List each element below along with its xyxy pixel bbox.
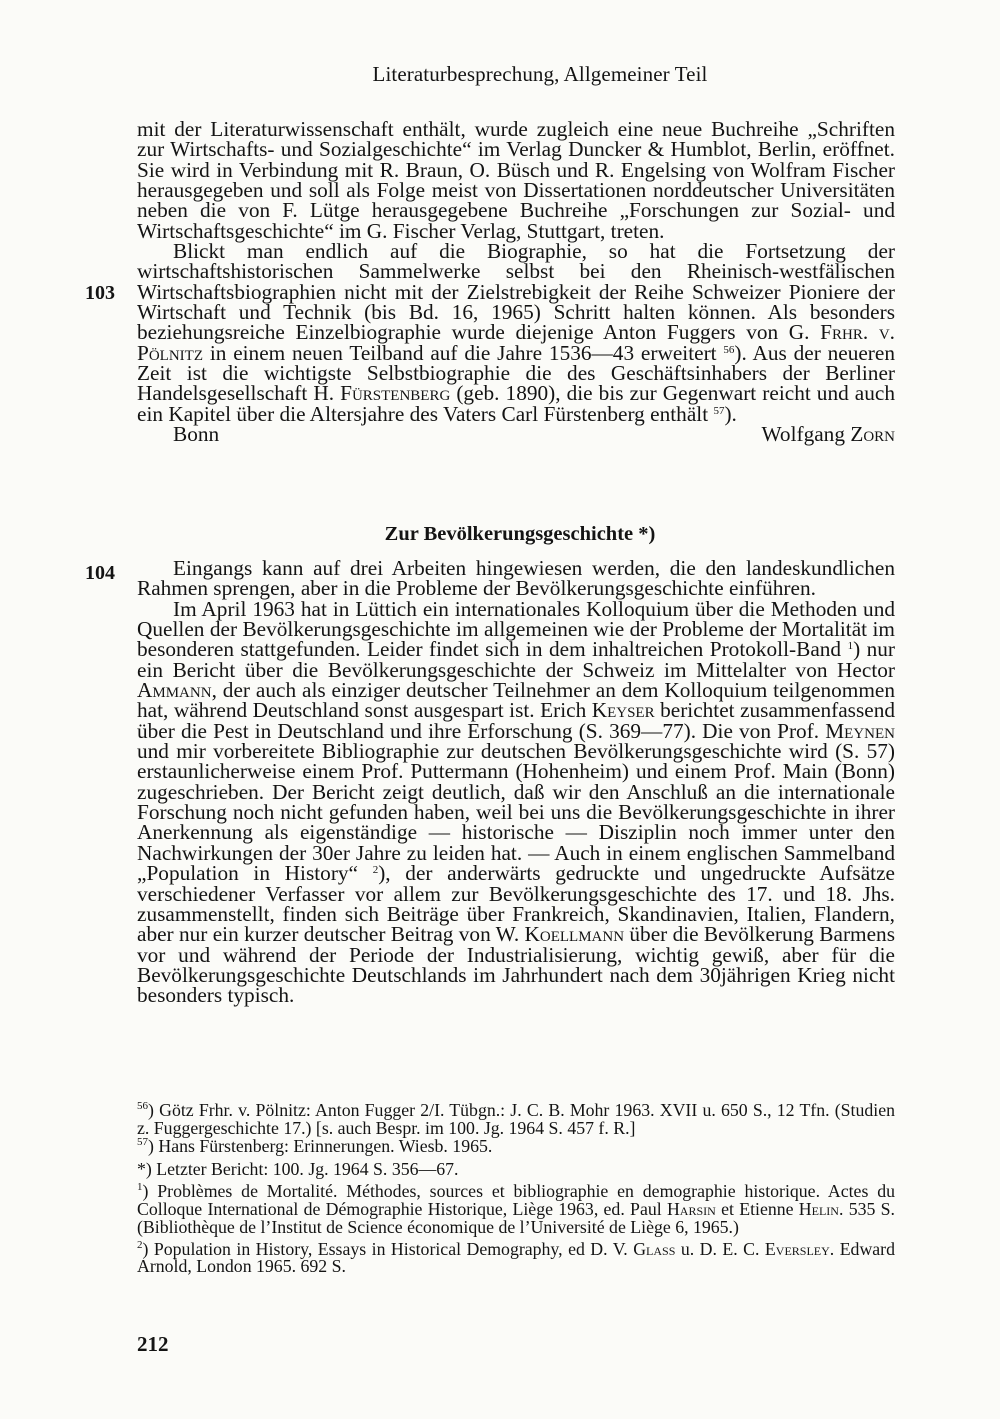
section-heading: Zur Bevölkerungsgeschichte *) xyxy=(384,523,656,545)
footnote-star: *) Letzter Bericht: 100. Jg. 1964 S. 356—67. xyxy=(137,1159,459,1180)
footnote-1: $^1$) Problèmes de Mortalité. Méthodes, sources et bibliographie en demographie historique. Actes du Colloque International de Démographie Historique, Liège 1963, ed. Paul Harsin et Etienne Helin. 535 S. (Bibliothèque de l’Institut de Science économique de l’Université de Liège 6, 1965.) xyxy=(137,1181,895,1237)
running-title: Literaturbesprechung, Allgemeiner Teil xyxy=(372,62,708,86)
review-section-1 xyxy=(137,119,895,445)
author-name: Fürstenberg xyxy=(340,381,451,406)
margin-number-104: 104 xyxy=(85,562,115,584)
paragraph-104: Eingangs kann auf drei Arbeiten hingewiesen werden, die den landeskundlichen Rahmen sprengen, aber in die Probleme der Bevölkerungsgeschichte einführen. xyxy=(137,556,895,601)
footnote-ref: 1 xyxy=(847,640,854,653)
author-name: Meynen xyxy=(825,718,895,743)
paragraph: mit der Literaturwissenschaft enthält, wurde zugleich eine neue Buchreihe „Schriften zur Wirtschafts- und Sozialgeschichte“ im Verlag Duncker & Humblot, Berlin, eröffnet. Sie wird in Verbindung mit R. Braun, O. Büsch und R. Engelsing von Wolfram Fischer herausgegeben und soll als Folge meist von Dissertationen norddeutscher Universitäten neben die von F. Lütge herausgegebene Buchreihe „Forschungen zur Sozial- und Wirtschaftsgeschichte“ im G. Fischer Verlag, Stuttgart, treten. xyxy=(137,117,895,243)
paragraph: Im April 1963 hat in Lüttich ein internationales Kolloquium über die Methoden und Quellen der Bevölkerungsgeschichte im allgemeinen wie der Probleme der Mortalität im besonderen stattgefunden. Leider findet sich in dem inhaltreichen Protokoll-Band $^1$) nur ein Bericht über die Bevölkerungsgeschichte der Schweiz im Mittelalter von Hector Ammann, der auch als einziger deutscher Teilnehmer an dem Kolloquium teilgenommen hat, während Deutschland sonst ausgespart ist. Erich Keyser berichtet zusammenfassend über die Pest in Deutschland und ihre Erforschung (S. 369—77). Die von Prof. Meynen und mir vorbereitete Bibliographie zur deutschen Bevölkerungsgeschichte wird (S. 57) erstaunlicherweise einem Prof. Puttermann (Hohenheim) und einem Prof. Main (Bonn) zugeschrieben. Der Bericht zeigt deutlich, daß wir den Anschluß an die internationale Forschung noch nicht gefunden haben, weil bei uns die Bevölkerungsgeschichte in ihrer Anerkennung als eigenständige — historische — Disziplin noch immer unter den Nachwirkungen der 30er Jahre zu leiden hat. — Auch in einem englischen Sammelband „Population in History“ $^2$), der anderwärts gedruckte und ungedruckte Aufsätze verschiedener Verfasser vor allem zur Bevölkerungsgeschichte des 17. und 18. Jhs. zusammenstellt, finden sich Beiträge über Frankreich, Skandinavien, Italien, Flandern, aber nur ein kurzer deutscher Beitrag von W. Koellmann über die Bevölkerung Barmens vor und während der Periode der Industrialisierung, wichtig gewiß, aber für die Bevölkerungsgeschichte Deutschlands im Jahrhundert nach dem 30jährigen Krieg nicht besonders typisch. xyxy=(137,596,896,1008)
signature-author: Wolfgang Zorn xyxy=(761,422,895,447)
footnote-ref: 2 xyxy=(372,864,379,877)
footnote-2: $^2$) Population in History, Essays in Historical Demography, ed D. V. Glass u. D. E. C. Eversley. Edward Arnold, London 1965. 692 S. xyxy=(137,1238,895,1277)
footnote-ref: 56 xyxy=(723,343,735,356)
author-name: Koellmann xyxy=(524,922,625,947)
footnotes xyxy=(137,1102,895,1276)
review-section-2 xyxy=(137,558,895,1006)
running-header xyxy=(0,62,1000,87)
signature-place: Bonn xyxy=(173,422,220,447)
paragraph-103: Blickt man endlich auf die Biographie, so hat die Fortsetzung der wirtschaftshistorischen Sammelwerke selbst bei den Rheinisch-westfälischen Wirtschaftsbiographien nicht mit der Zielstrebigkeit der Reihe Schweizer Pioniere der Wirtschaft und Technik (bis Bd. 16, 1965) Schritt halten können. Als besonders beziehungsreiche Einzelbiographie wurde diejenige Anton Fuggers von G. Frhr. v. Pölnitz in einem neuen Teilband auf die Jahre 1536—43 erweitert $^{56}$). Aus der neueren Zeit ist die wichtigste Selbstbiographie die des Geschäftsinhabers der Berliner Handelsgesellschaft H. Fürstenberg (geb. 1890), die bis zur Gegenwart reicht und auch ein Kapitel über die Altersjahre des Vaters Carl Fürstenberg enthält $^{57}$). xyxy=(137,239,895,426)
footnote-57: $^{57}$) Hans Fürstenberg: Erinnerungen. Wiesb. 1965. xyxy=(137,1135,493,1156)
author-name: Keyser xyxy=(591,698,655,723)
author-name: Frhr. v. Pölnitz xyxy=(137,320,895,365)
page-number: 212 xyxy=(137,1332,169,1356)
margin-number-103: 103 xyxy=(85,282,115,304)
footnote-ref: 57 xyxy=(713,404,725,417)
author-name: Ammann xyxy=(137,678,212,703)
review-signature xyxy=(137,422,895,447)
footnote-56: $^{56}$) Götz Frhr. v. Pölnitz: Anton Fugger 2/I. Tübgn.: J. C. B. Mohr 1963. XVII u. 650 S., 12 Tfn. (Studien z. Fuggergeschichte 17.) [s. auch Bespr. im 100. Jg. 1964 S. 457 f. R.] xyxy=(137,1100,895,1138)
